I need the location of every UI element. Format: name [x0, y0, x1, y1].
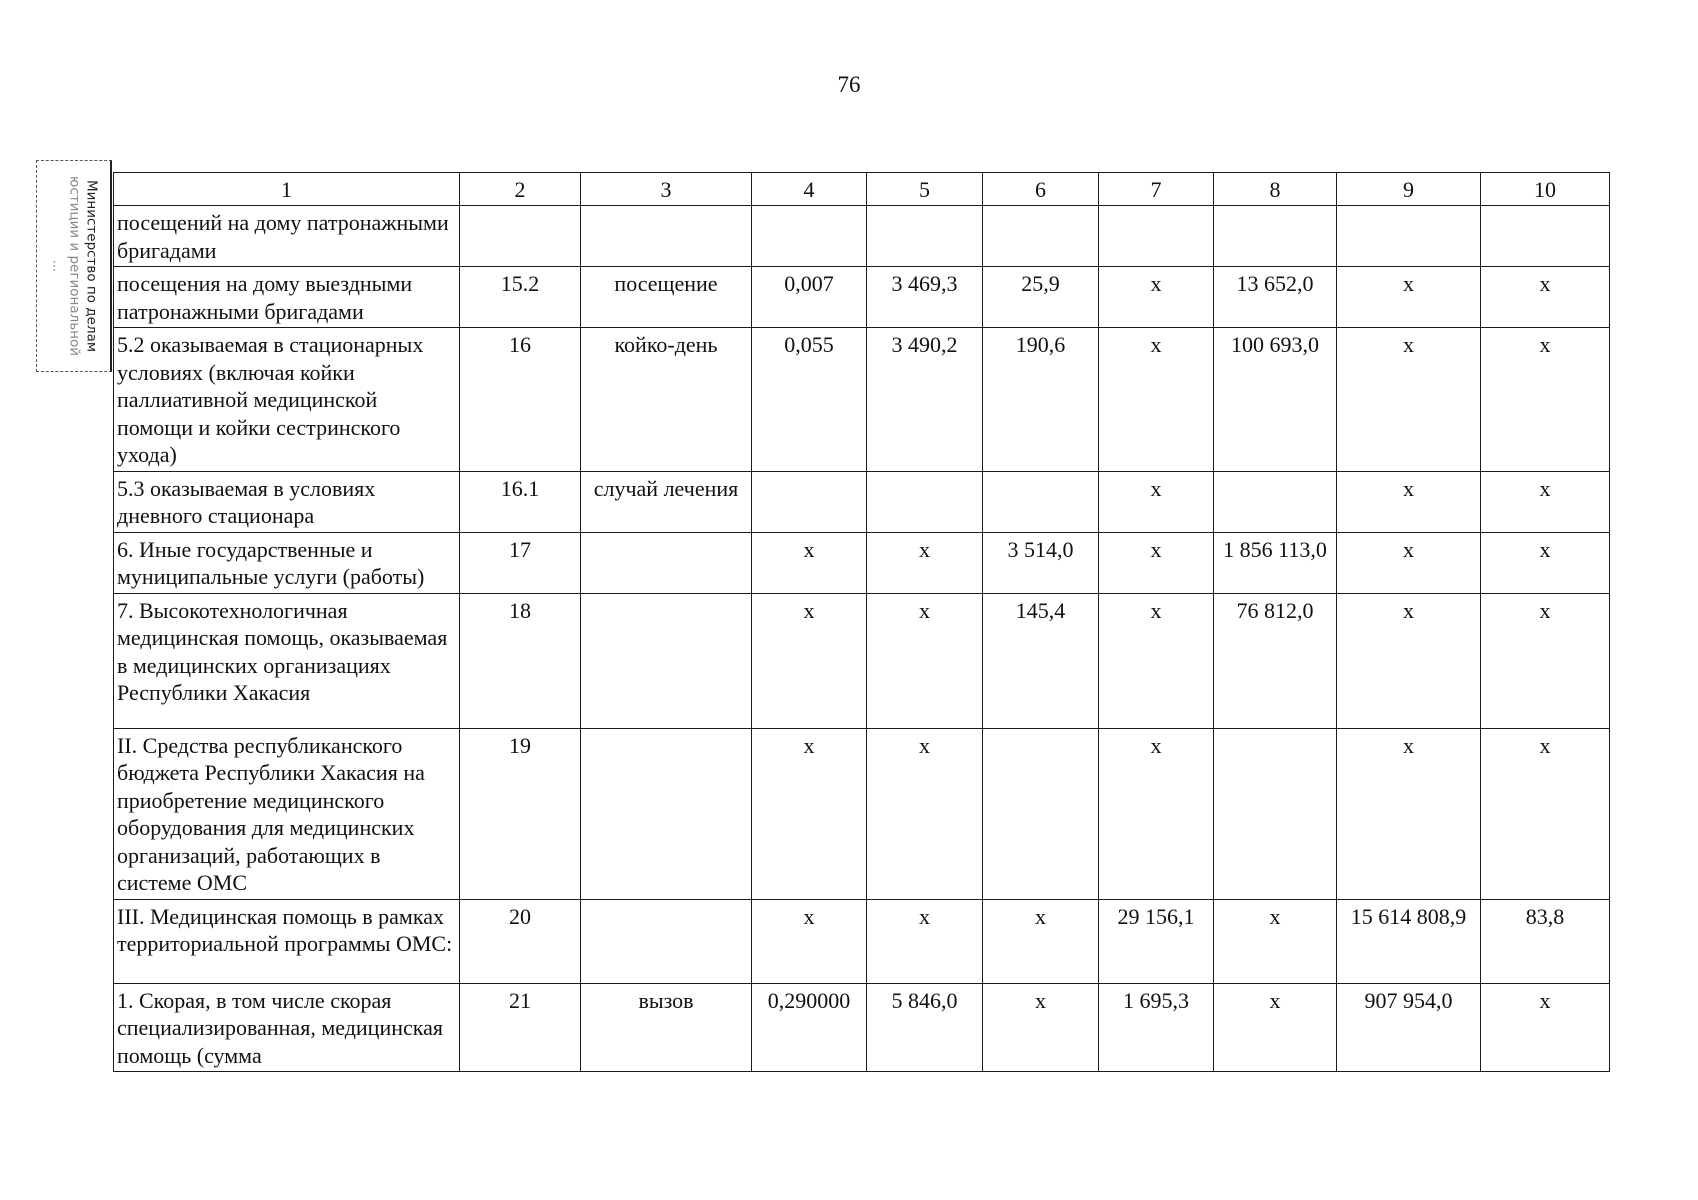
- table-cell: [752, 471, 867, 532]
- table-cell: х: [1337, 728, 1481, 899]
- table-cell: х: [1481, 267, 1610, 328]
- table-cell: [581, 532, 752, 593]
- table-cell: х: [867, 593, 983, 728]
- table-cell: х: [1337, 471, 1481, 532]
- table-cell: 5.2 оказываемая в стационарных условиях (включая койки паллиативной медицинской помощи и койки сестринского ухода): [114, 328, 460, 472]
- table-cell: х: [1337, 532, 1481, 593]
- table-cell: посещений на дому патронажными бригадами: [114, 206, 460, 267]
- column-header: 3: [581, 173, 752, 206]
- table-cell: 0,055: [752, 328, 867, 472]
- table-cell: 19: [460, 728, 581, 899]
- stamp-line-1: Министерство по делам: [83, 179, 99, 353]
- table-cell: 1. Скорая, в том числе скорая специализированная, медицинская помощь (сумма: [114, 983, 460, 1072]
- table-cell: 5.3 оказываемая в условиях дневного стационара: [114, 471, 460, 532]
- table-cell: х: [1099, 471, 1214, 532]
- table-cell: 7. Высокотехнологичная медицинская помощь, оказываемая в медицинских организациях Республики Хакасия: [114, 593, 460, 728]
- table-cell: х: [752, 899, 867, 983]
- table-cell: [983, 471, 1099, 532]
- stamp-text: [48, 163, 99, 369]
- registration-stamp: [36, 160, 112, 372]
- table-cell: 15 614 808,9: [1337, 899, 1481, 983]
- table-cell: [581, 728, 752, 899]
- table-row: [114, 983, 1610, 1072]
- table-cell: х: [867, 728, 983, 899]
- page-number: 76: [837, 72, 861, 97]
- column-header: 5: [867, 173, 983, 206]
- table-cell: 145,4: [983, 593, 1099, 728]
- table-cell: х: [1481, 471, 1610, 532]
- table-cell: 20: [460, 899, 581, 983]
- column-header: 2: [460, 173, 581, 206]
- table-cell: х: [1481, 728, 1610, 899]
- table-cell: случай лечения: [581, 471, 752, 532]
- table-row: [114, 728, 1610, 899]
- table-cell: х: [752, 532, 867, 593]
- column-header: 6: [983, 173, 1099, 206]
- table-cell: х: [1099, 593, 1214, 728]
- table-cell: [983, 728, 1099, 899]
- table-cell: х: [1099, 267, 1214, 328]
- data-table: [113, 172, 1610, 1072]
- table-cell: х: [983, 983, 1099, 1072]
- table-cell: х: [752, 593, 867, 728]
- table-cell: посещение: [581, 267, 752, 328]
- table-cell: х: [867, 532, 983, 593]
- table-cell: [581, 206, 752, 267]
- table-cell: койко-день: [581, 328, 752, 472]
- table-cell: 21: [460, 983, 581, 1072]
- table-cell: 907 954,0: [1337, 983, 1481, 1072]
- table-row: [114, 899, 1610, 983]
- table-header-row: [114, 173, 1610, 206]
- table-row: [114, 206, 1610, 267]
- table-cell: х: [1481, 532, 1610, 593]
- table-cell: 6. Иные государственные и муниципальные услуги (работы): [114, 532, 460, 593]
- table-cell: х: [1099, 728, 1214, 899]
- table-cell: [752, 206, 867, 267]
- table-row: [114, 532, 1610, 593]
- table-cell: 3 490,2: [867, 328, 983, 472]
- table-row: [114, 593, 1610, 728]
- table-cell: [867, 206, 983, 267]
- column-header: 1: [114, 173, 460, 206]
- table-cell: х: [1214, 899, 1337, 983]
- table-cell: 15.2: [460, 267, 581, 328]
- table-cell: 3 514,0: [983, 532, 1099, 593]
- table-cell: х: [1481, 593, 1610, 728]
- table-cell: х: [983, 899, 1099, 983]
- table-cell: 16.1: [460, 471, 581, 532]
- table-cell: х: [1337, 593, 1481, 728]
- column-header: 10: [1481, 173, 1610, 206]
- table-row: [114, 471, 1610, 532]
- table-cell: [983, 206, 1099, 267]
- stamp-line-3: ...: [49, 259, 65, 273]
- table-cell: х: [752, 728, 867, 899]
- table-cell: 0,007: [752, 267, 867, 328]
- table-cell: 25,9: [983, 267, 1099, 328]
- table-cell: 3 469,3: [867, 267, 983, 328]
- table-cell: [1099, 206, 1214, 267]
- table-cell: х: [1337, 328, 1481, 472]
- table-cell: [581, 899, 752, 983]
- column-header: 8: [1214, 173, 1337, 206]
- table-row: [114, 328, 1610, 472]
- table-cell: 0,290000: [752, 983, 867, 1072]
- table-body: [114, 173, 1610, 1072]
- table-cell: 1 695,3: [1099, 983, 1214, 1072]
- table-cell: III. Медицинская помощь в рамках территориальной программы ОМС:: [114, 899, 460, 983]
- table-cell: вызов: [581, 983, 752, 1072]
- column-header: 4: [752, 173, 867, 206]
- table-cell: [1214, 206, 1337, 267]
- table-cell: II. Средства республиканского бюджета Республики Хакасия на приобретение медицинского оборудования для медицинских организаций, работающих в системе ОМС: [114, 728, 460, 899]
- table-cell: 100 693,0: [1214, 328, 1337, 472]
- table-cell: [460, 206, 581, 267]
- table-cell: х: [1214, 983, 1337, 1072]
- column-header: 9: [1337, 173, 1481, 206]
- table-cell: [867, 471, 983, 532]
- table-cell: х: [1099, 532, 1214, 593]
- table-cell: х: [1481, 328, 1610, 472]
- table-cell: 190,6: [983, 328, 1099, 472]
- table-cell: х: [1099, 328, 1214, 472]
- table-cell: х: [1337, 267, 1481, 328]
- table-cell: [1337, 206, 1481, 267]
- table-cell: 5 846,0: [867, 983, 983, 1072]
- table-cell: [1214, 471, 1337, 532]
- table-cell: х: [867, 899, 983, 983]
- table-cell: 16: [460, 328, 581, 472]
- table-cell: 29 156,1: [1099, 899, 1214, 983]
- table-cell: 17: [460, 532, 581, 593]
- table-cell: 83,8: [1481, 899, 1610, 983]
- table-cell: 13 652,0: [1214, 267, 1337, 328]
- stamp-line-2: юстиции и региональной: [66, 175, 82, 357]
- table-cell: х: [1481, 983, 1610, 1072]
- column-header: 7: [1099, 173, 1214, 206]
- table-cell: 1 856 113,0: [1214, 532, 1337, 593]
- table-cell: [1214, 728, 1337, 899]
- table-cell: 18: [460, 593, 581, 728]
- table-cell: [1481, 206, 1610, 267]
- table-cell: 76 812,0: [1214, 593, 1337, 728]
- table-cell: посещения на дому выездными патронажными бригадами: [114, 267, 460, 328]
- table-cell: [581, 593, 752, 728]
- table-row: [114, 267, 1610, 328]
